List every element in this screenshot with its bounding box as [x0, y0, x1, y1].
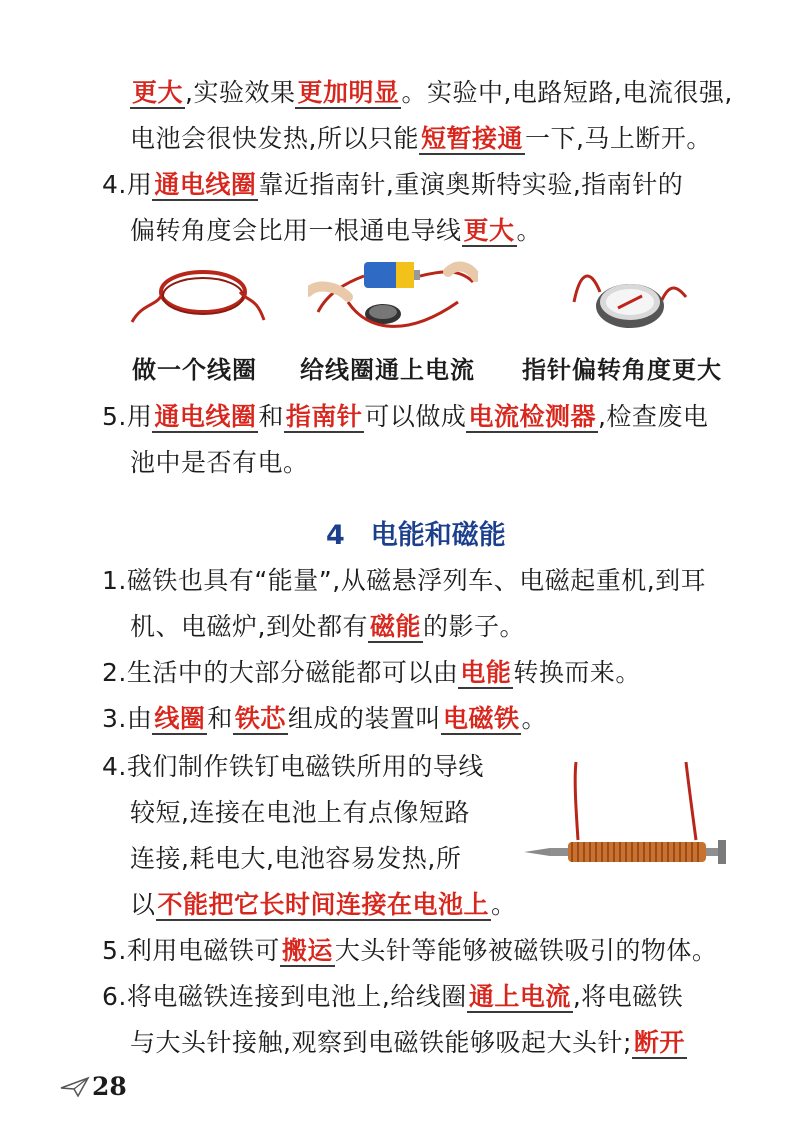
answer-blank: 更大	[463, 216, 515, 245]
nail-electromagnet-image	[520, 760, 740, 880]
figure-caption: 指针偏转角度更大	[522, 356, 722, 384]
answer-blank: 电磁铁	[442, 704, 520, 733]
text-line: 电池会很快发热,所以只能短暂接通一下,马上断开。	[130, 124, 712, 153]
text-line: 以不能把它长时间连接在电池上。	[130, 890, 517, 919]
list-item: 4.我们制作铁钉电磁铁所用的导线	[102, 750, 484, 784]
item-number: 2.	[102, 658, 127, 687]
item-number: 4.	[102, 170, 127, 199]
figure-caption: 做一个线圈	[132, 356, 257, 384]
compass-image	[570, 262, 690, 342]
figure-caption: 给线圈通上电流	[300, 356, 475, 384]
answer-blank: 磁能	[369, 612, 421, 641]
list-item: 2.生活中的大部分磁能都可以由电能转换而来。	[102, 656, 641, 690]
item-number: 4.	[102, 752, 127, 781]
list-item: 4.用通电线圈靠近指南针,重演奥斯特实验,指南针的	[102, 168, 683, 202]
item-number: 6.	[102, 982, 127, 1011]
answer-blank: 断开	[633, 1028, 685, 1057]
answer-blank: 更大	[132, 78, 184, 107]
text-line: 与大头针接触,观察到电磁铁能够吸起大头针;断开	[130, 1028, 685, 1057]
answer-blank: 铁芯	[234, 704, 286, 733]
page-number: 28	[92, 1072, 127, 1101]
answer-blank: 电能	[460, 658, 512, 687]
item-number: 1.	[102, 566, 127, 595]
answer-blank: 不能把它长时间连接在电池上	[157, 890, 490, 919]
answer-blank: 指南针	[285, 402, 363, 431]
answer-blank: 搬运	[281, 936, 333, 965]
item-number: 5.	[102, 402, 127, 431]
text-line: 连接,耗电大,电池容易发热,所	[130, 844, 462, 873]
answer-blank: 通电线圈	[154, 402, 257, 431]
section-heading	[326, 513, 506, 552]
section-title: 电能和磁能	[370, 520, 506, 551]
coil-battery-image	[308, 252, 478, 342]
list-item: 5.用通电线圈和指南针可以做成电流检测器,检查废电	[102, 400, 708, 434]
answer-blank: 短暂接通	[420, 124, 523, 153]
list-item: 6.将电磁铁连接到电池上,给线圈通上电流,将电磁铁	[102, 980, 683, 1014]
text-line: 机、电磁炉,到处都有磁能的影子。	[130, 612, 525, 641]
answer-blank: 通电线圈	[154, 170, 257, 199]
list-item: 5.利用电磁铁可搬运大头针等能够被磁铁吸引的物体。	[102, 934, 717, 968]
text-line: 偏转角度会比用一根通电导线更大。	[130, 216, 543, 245]
text-line: 池中是否有电。	[130, 448, 309, 477]
list-item: 3.由线圈和铁芯组成的装置叫电磁铁。	[102, 702, 547, 736]
wire-loop-image	[128, 262, 268, 342]
answer-blank: 更加明显	[297, 78, 400, 107]
text-line: 更大,实验效果更加明显。实验中,电路短路,电流很强,	[132, 78, 733, 107]
paper-plane-icon	[60, 1076, 90, 1098]
answer-blank: 线圈	[154, 704, 206, 733]
text-line: 较短,连接在电池上有点像短路	[130, 798, 470, 827]
item-number: 5.	[102, 936, 127, 965]
list-item: 1.磁铁也具有“能量”,从磁悬浮列车、电磁起重机,到耳	[102, 564, 706, 598]
item-number: 3.	[102, 704, 127, 733]
section-number: 4	[326, 520, 345, 551]
answer-blank: 电流检测器	[468, 402, 596, 431]
answer-blank: 通上电流	[468, 982, 571, 1011]
